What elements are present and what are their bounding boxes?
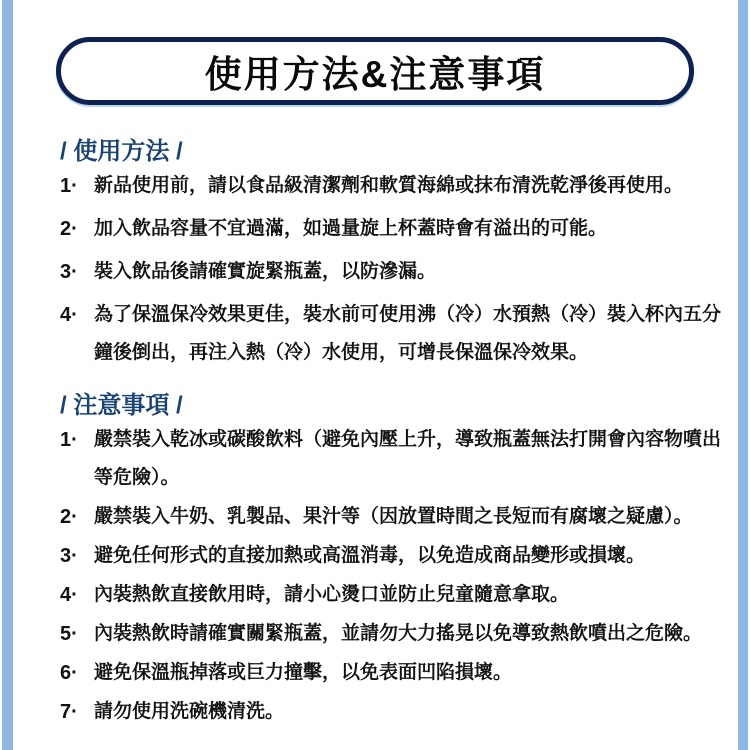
list-item-line: 嚴禁裝入牛奶、乳製品、果汁等（因放置時間之長短而有腐壞之疑慮）。 xyxy=(94,506,693,527)
list-item xyxy=(60,693,720,731)
list-item xyxy=(60,498,720,536)
notice-list xyxy=(60,421,720,731)
list-item-line: 請勿使用洗碗機清洗。 xyxy=(94,701,285,722)
list-item xyxy=(60,167,720,205)
list-item xyxy=(60,576,720,614)
list-item-number: 3· xyxy=(60,545,78,567)
usage-list xyxy=(60,167,720,372)
list-item-number: 3· xyxy=(60,261,78,283)
title-banner xyxy=(56,37,694,105)
list-item-line: 避免保溫瓶掉落或巨力撞擊，以免表面凹陷損壞。 xyxy=(94,662,513,683)
list-item-number: 5· xyxy=(60,623,78,645)
list-item-number: 4· xyxy=(60,304,78,326)
list-item xyxy=(60,210,720,248)
list-item-number: 6· xyxy=(60,662,78,684)
list-item-line: 為了保溫保冷效果更佳，裝水前可使用沸（冷）水預熱（冷）裝入杯內五分 xyxy=(94,304,722,325)
list-item xyxy=(60,537,720,575)
list-item-number: 1· xyxy=(60,429,78,451)
list-item-line: 內裝熱飲直接飲用時，請小心燙口並防止兒童隨意拿取。 xyxy=(94,584,570,605)
list-item xyxy=(60,421,720,497)
list-item-line: 鐘後倒出，再注入熱（冷）水使用，可增長保溫保冷效果。 xyxy=(94,342,589,363)
list-item-line: 避免任何形式的直接加熱或高溫消毒，以免造成商品變形或損壞。 xyxy=(94,545,646,566)
instructions-content xyxy=(0,139,750,731)
title-banner-wrap xyxy=(0,0,750,105)
left-border-bar xyxy=(2,0,13,750)
list-item-number: 7· xyxy=(60,701,78,723)
list-item-line: 裝入飲品後請確實旋緊瓶蓋，以防滲漏。 xyxy=(94,261,437,282)
list-item-number: 1· xyxy=(60,175,78,197)
list-item-number: 4· xyxy=(60,584,78,606)
right-border-bar xyxy=(738,0,748,750)
list-item xyxy=(60,296,720,372)
list-item-number: 2· xyxy=(60,506,78,528)
list-item xyxy=(60,253,720,291)
page-title: 使用方法&注意事項 xyxy=(204,54,546,95)
list-item-number: 2· xyxy=(60,218,78,240)
list-item xyxy=(60,615,720,653)
list-item-line: 等危險）。 xyxy=(94,467,180,488)
section-heading-usage: / 使用方法 / xyxy=(60,138,183,165)
section-heading-notice: / 注意事項 / xyxy=(60,392,183,419)
list-item-line: 加入飲品容量不宜過滿，如過量旋上杯蓋時會有溢出的可能。 xyxy=(94,218,608,239)
list-item-line: 內裝熱飲時請確實關緊瓶蓋，並請勿大力搖晃以免導致熱飲噴出之危險。 xyxy=(94,623,703,644)
list-item-line: 新品使用前，請以食品級清潔劑和軟質海綿或抹布清洗乾淨後再使用。 xyxy=(94,175,684,196)
list-item-line: 嚴禁裝入乾冰或碳酸飲料（避免內壓上升，導致瓶蓋無法打開會內容物噴出 xyxy=(94,429,722,450)
list-item xyxy=(60,654,720,692)
